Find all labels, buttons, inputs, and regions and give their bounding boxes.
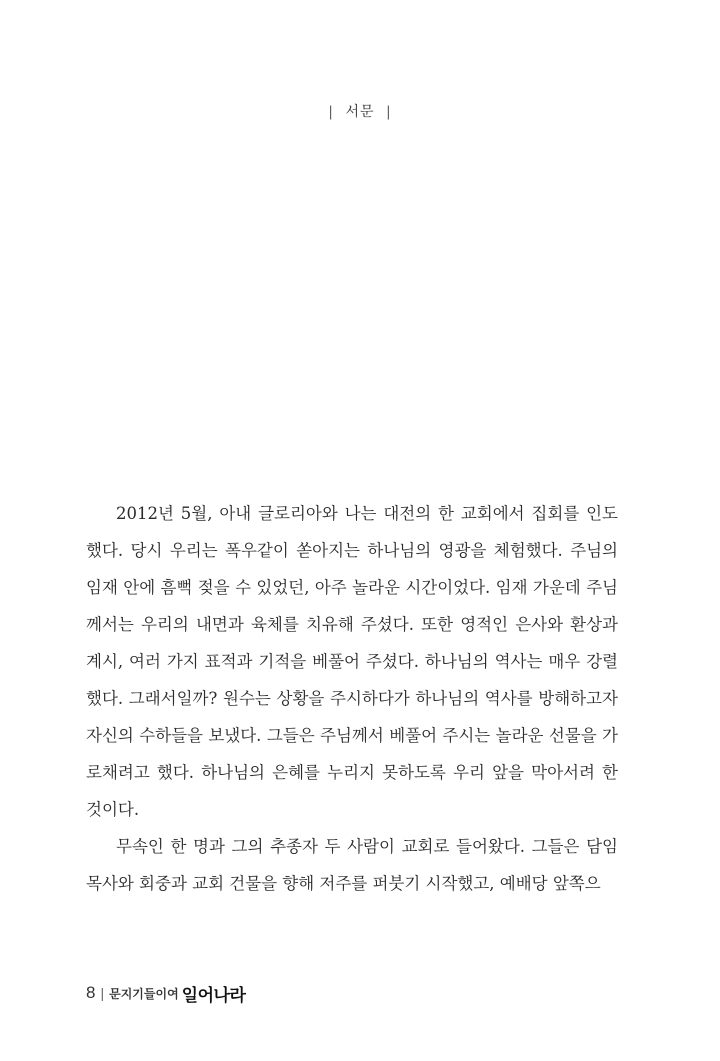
page-footer xyxy=(86,982,245,1004)
title-left-bar: | xyxy=(328,104,335,120)
title-right-bar: | xyxy=(385,104,392,120)
book-title-large: 일어나라 xyxy=(181,985,246,1005)
paragraph-1: 2012년 5월, 아내 글로리아와 나는 대전의 한 교회에서 집회를 인도했다. 당시 우리는 폭우같이 쏟아지는 하나님의 영광을 체험했다. 주님의 임재 안에 흠뻑 젖을 수 있었던, 아주 놀라운 시간이었다. 임재 가운데 주님께서는 우리의 내면과 육체를 치유해 주셨다. 또한 영적인 은사와 환상과 계시, 여러 가지 표적과 기적을 베풀어 주셨다. 하나님의 역사는 매우 강렬했다. 그래서일까? 원수는 상황을 주시하다가 하나님의 역사를 방해하고자 자신의 수하들을 보냈다. 그들은 주님께서 베풀어 주시는 놀라운 선물을 가로채려고 했다. 하나님의 은혜를 누리지 못하도록 우리 앞을 막아서려 한 것이다. xyxy=(86,504,618,819)
paragraph-2: 무속인 한 명과 그의 추종자 두 사람이 교회로 들어왔다. 그들은 담임목사와 회중과 교회 건물을 향해 저주를 퍼붓기 시작했고, 예배당 앞쪽으 xyxy=(86,837,618,893)
footer-divider: | xyxy=(100,985,105,1001)
body-text xyxy=(86,495,618,902)
title-text: 서문 xyxy=(345,104,375,120)
page-number: 8 xyxy=(86,983,96,1002)
book-title-small: 문지기들이여 xyxy=(109,986,179,1001)
section-title xyxy=(0,101,720,121)
